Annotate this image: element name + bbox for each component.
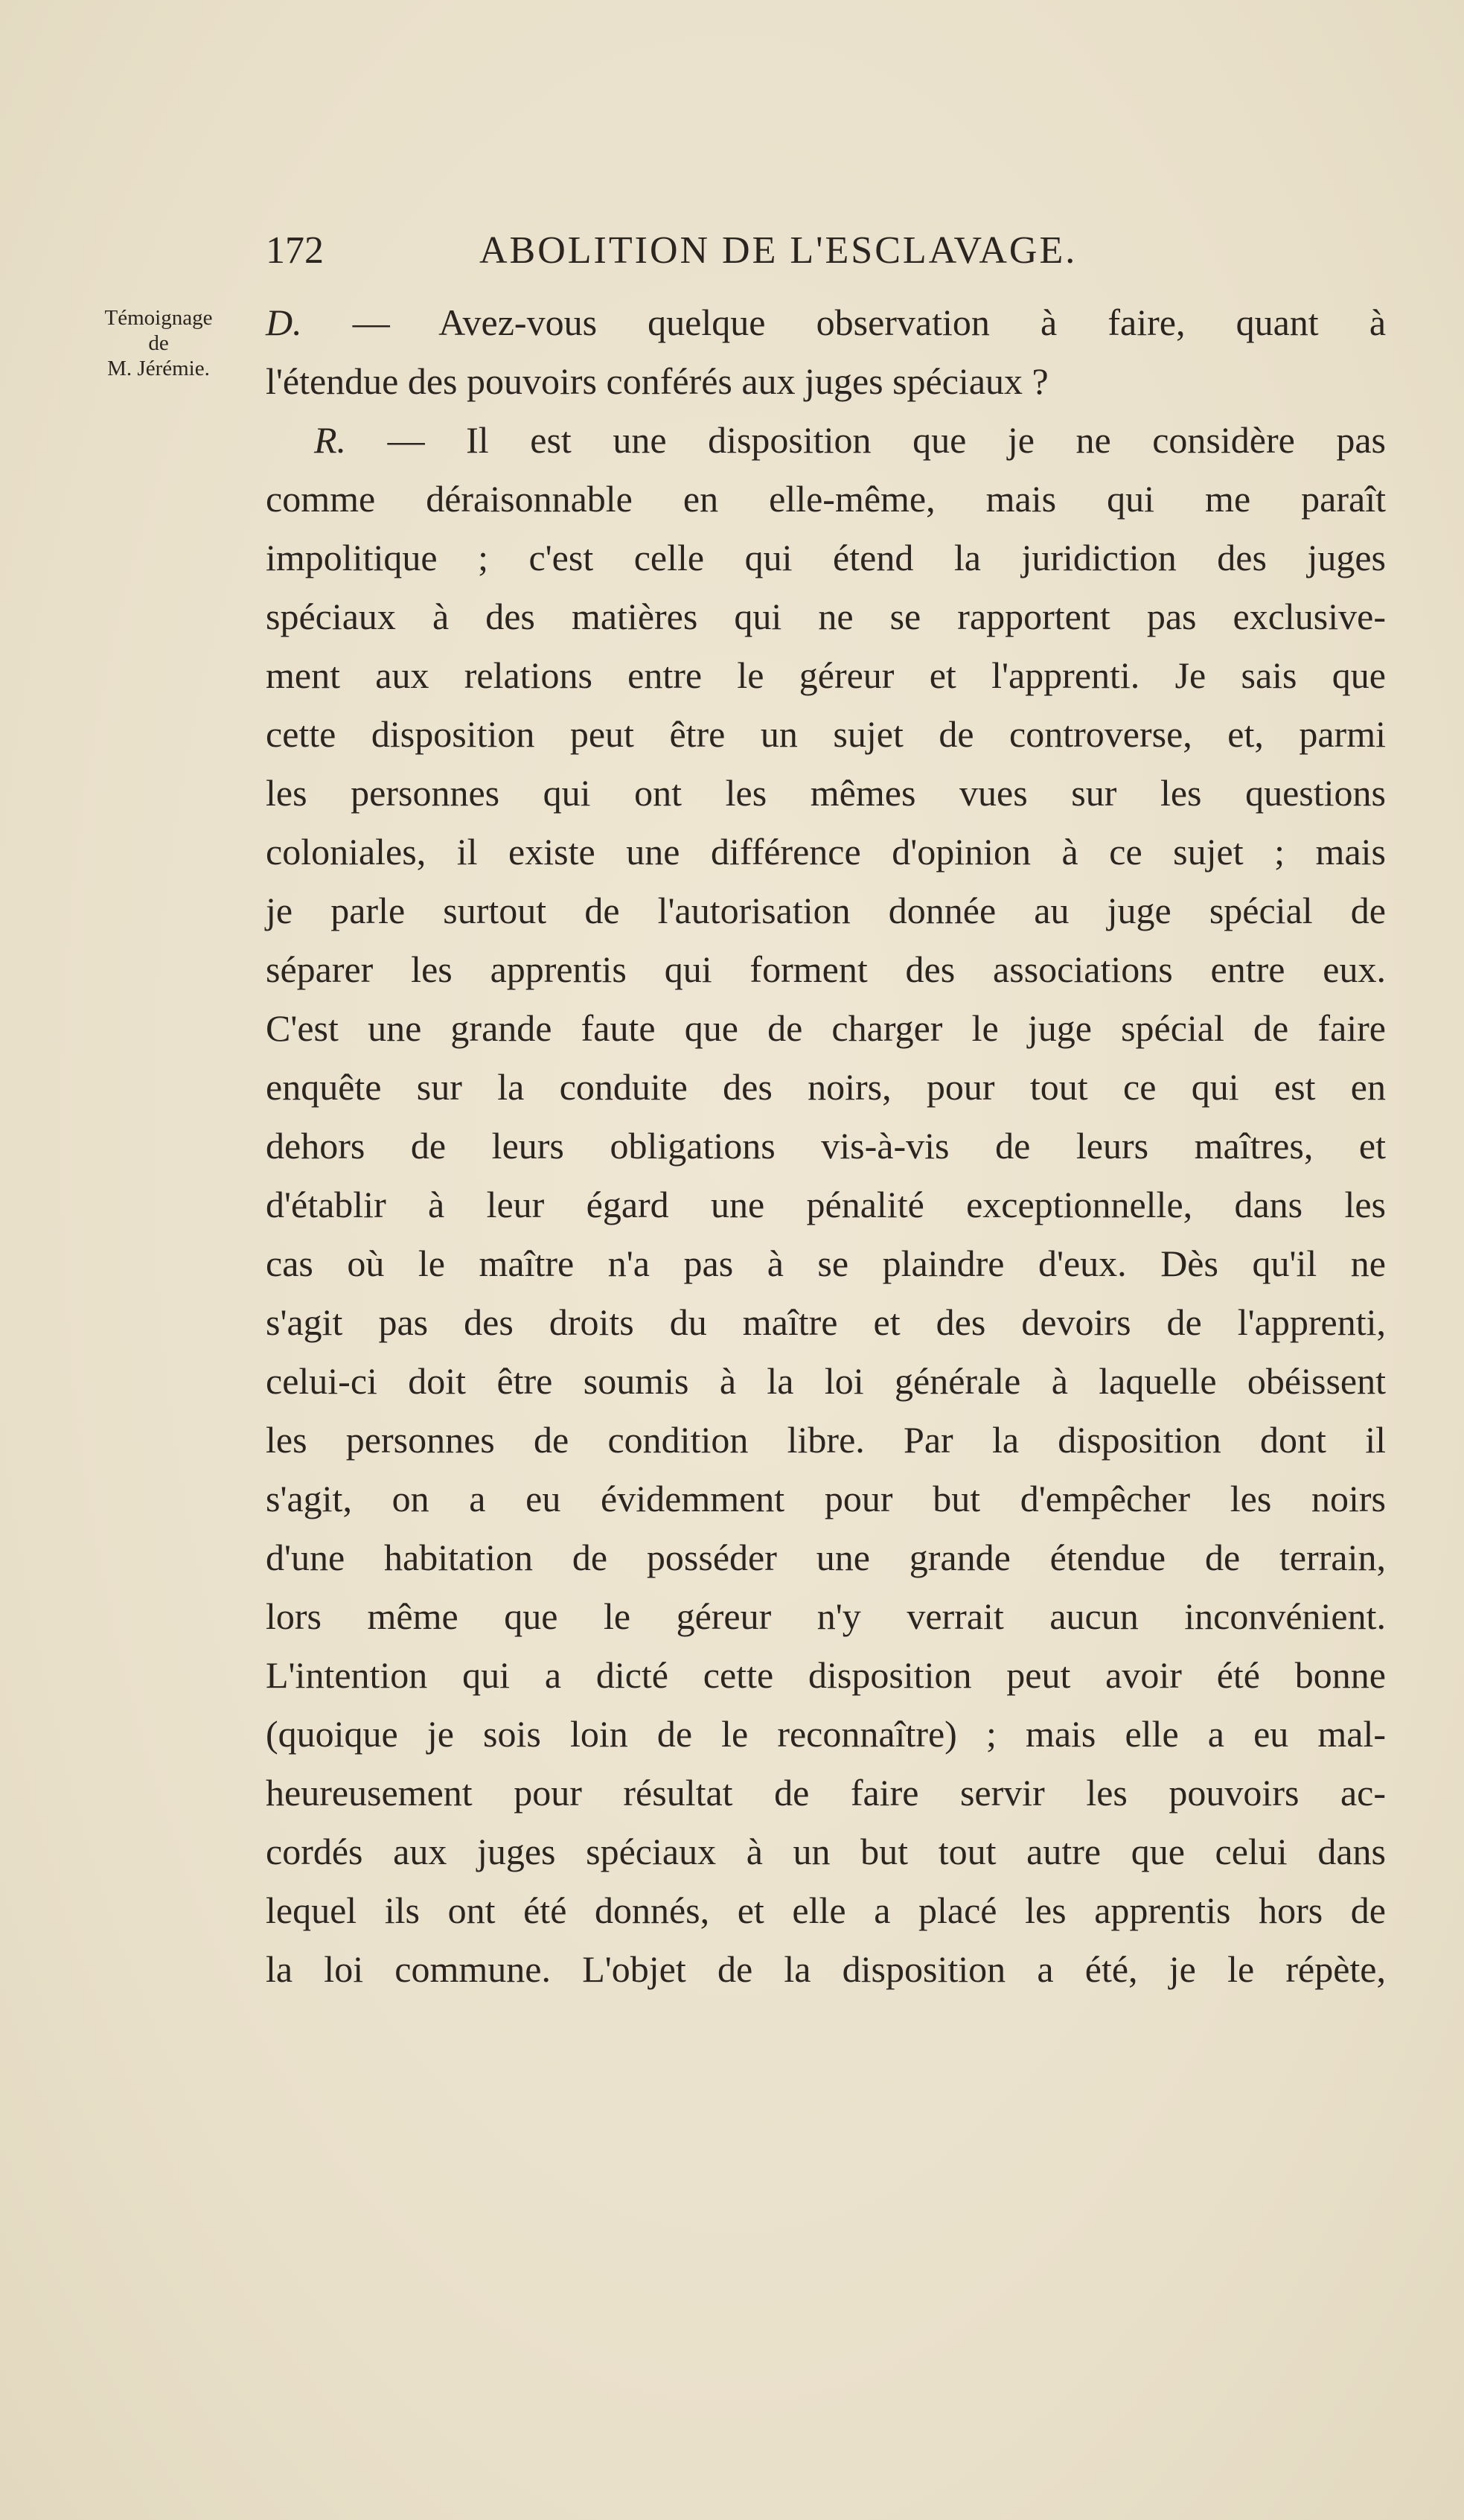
question-speaker: D.: [266, 302, 302, 343]
answer-line: d'établir à leur égard une pénalité exceptionnelle, dans les: [266, 1184, 1386, 1225]
answer-line: coloniales, il existe une différence d'opinion à ce sujet ; mais: [266, 831, 1386, 873]
answer-line: dehors de leurs obligations vis-à-vis de leurs maîtres, et: [266, 1125, 1386, 1167]
answer-line: s'agit, on a eu évidemment pour but d'empêcher les noirs: [266, 1478, 1386, 1519]
question-line-1: [266, 293, 1386, 352]
answer-speaker: R.: [314, 419, 347, 461]
answer-line: s'agit pas des droits du maître et des devoirs de l'apprenti,: [266, 1301, 1386, 1343]
answer-line: L'intention qui a dicté cette disposition peut avoir été bonne: [266, 1654, 1386, 1696]
answer-line: séparer les apprentis qui forment des associations entre eux.: [266, 948, 1386, 990]
margin-note-line-2: de: [148, 331, 169, 355]
question-text: — Avez-vous quelque observation à faire, quant à: [352, 302, 1387, 343]
margin-note: [88, 305, 229, 381]
running-title: ABOLITION DE L'ESCLAVAGE.: [479, 229, 1078, 272]
answer-line-1: [266, 411, 1386, 470]
answer-line: cordés aux juges spéciaux à un but tout autre que celui dans: [266, 1831, 1386, 1872]
answer-line: lequel ils ont été donnés, et elle a placé les apprentis hors de: [266, 1889, 1386, 1931]
answer-line: heureusement pour résultat de faire servir les pouvoirs ac-: [266, 1772, 1386, 1814]
margin-note-line-3: M. Jérémie.: [107, 357, 210, 380]
answer-line: C'est une grande faute que de charger le juge spécial de faire: [266, 1007, 1386, 1049]
answer-line: comme déraisonnable en elle-même, mais qui me paraît: [266, 478, 1386, 520]
answer-line: je parle surtout de l'autorisation donnée au juge spécial de: [266, 890, 1386, 931]
answer-line: cas où le maître n'a pas à se plaindre d'eux. Dès qu'il ne: [266, 1243, 1386, 1284]
answer-line: les personnes qui ont les mêmes vues sur les questions: [266, 772, 1386, 814]
answer-text: — Il est une disposition que je ne considère pas: [387, 419, 1386, 461]
answer-line: les personnes de condition libre. Par la disposition dont il: [266, 1419, 1386, 1461]
answer-line: celui-ci doit être soumis à la loi générale à laquelle obéissent: [266, 1360, 1386, 1402]
answer-line: spéciaux à des matières qui ne se rapportent pas exclusive-: [266, 596, 1386, 637]
answer-line: d'une habitation de posséder une grande étendue de terrain,: [266, 1537, 1386, 1578]
answer-line: impolitique ; c'est celle qui étend la juridiction des juges: [266, 537, 1386, 578]
answer-line: ment aux relations entre le géreur et l'apprenti. Je sais que: [266, 654, 1386, 696]
answer-line: enquête sur la conduite des noirs, pour tout ce qui est en: [266, 1066, 1386, 1108]
page-number: 172: [266, 229, 324, 272]
answer-line: cette disposition peut être un sujet de controverse, et, parmi: [266, 713, 1386, 755]
answer-line: la loi commune. L'objet de la disposition a été, je le répète,: [266, 1948, 1386, 1990]
answer-line: (quoique je sois loin de le reconnaître) ; mais elle a eu mal-: [266, 1713, 1386, 1755]
question-line-2: l'étendue des pouvoirs conférés aux juges spéciaux ?: [266, 360, 1049, 402]
body-text: [266, 293, 1386, 1999]
answer-line: lors même que le géreur n'y verrait aucun inconvénient.: [266, 1595, 1386, 1637]
margin-note-line-1: Témoignage: [104, 306, 213, 330]
